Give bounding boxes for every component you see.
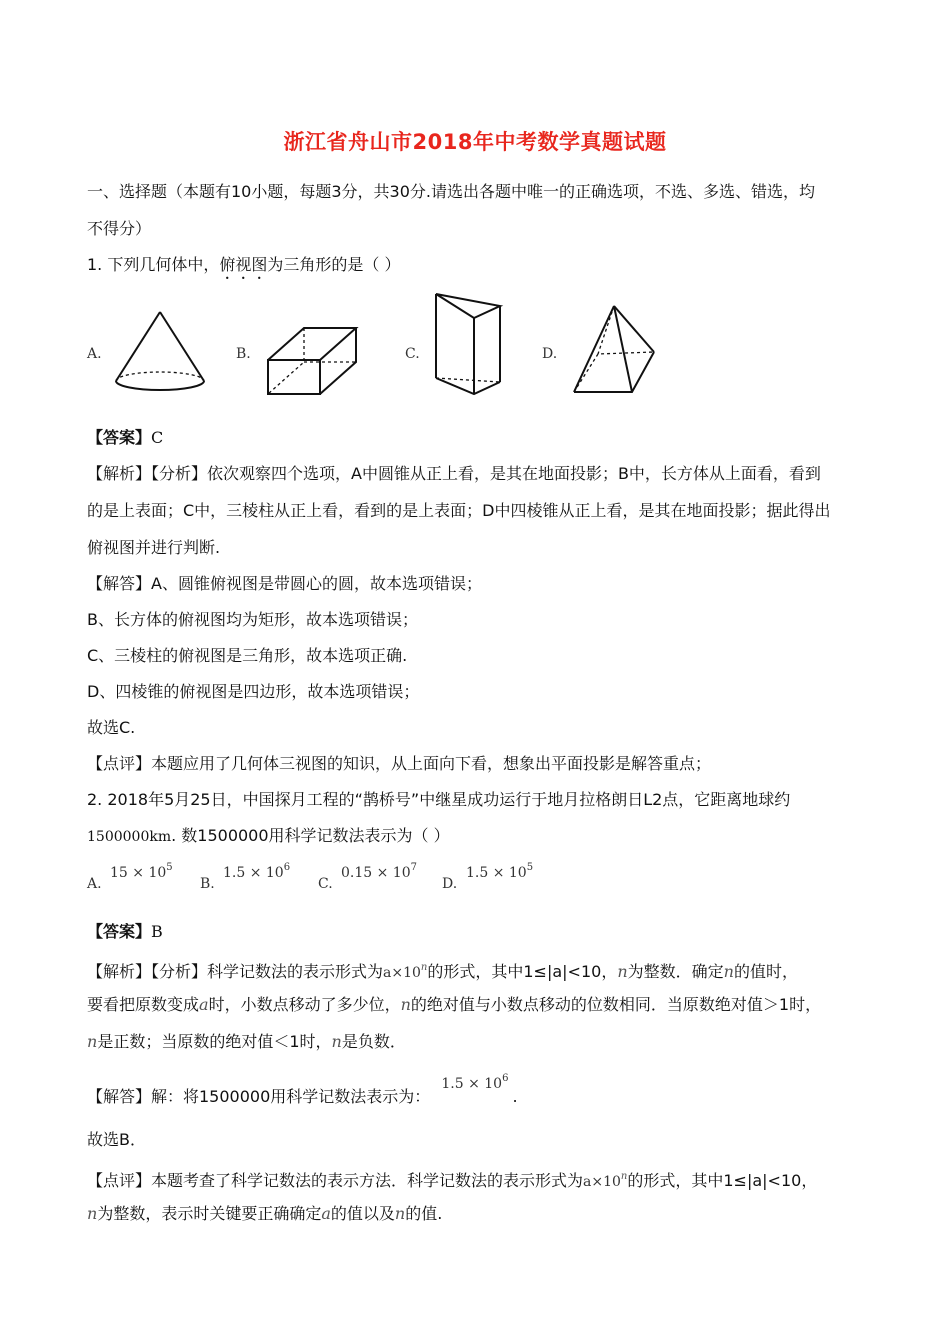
q2-stem-line1: 2. 2018年5月25日，中国探月工程的“鹊桥号”中继星成功运行于地月拉格朗日L2点，它距离地球约 [87,790,791,809]
q2-analysis-l2-e: 的绝对值与小数点移动的位数相同．当原数绝对值＞1时， [410,995,822,1014]
q2-analysis-l1-c: n [617,962,628,981]
q2-analysis-l2-c: 时，小数点移动了多少位， [208,995,401,1014]
q2-comment-l2-c: a [321,1204,331,1223]
q1-solution-line5: 故选C. [87,718,136,737]
q2-analysis-l1-formula-base: a×10 [383,965,421,981]
q2-solution-end: . [512,1087,518,1106]
q2-analysis-l1-d: 为整数．确定 [627,962,724,981]
q2-analysis-line2 [87,995,821,1015]
q1-analysis-line3: 俯视图并进行判断. [87,538,221,557]
q2-option-a-exp: 5 [166,862,173,873]
q2-comment-l1-formula-exp: n [620,1171,628,1182]
q2-conclusion: 故选B． [87,1130,146,1149]
q2-comment-l1-a: 【点评】本题考查了科学记数法的表示方法．科学记数法的表示形式为 [87,1171,584,1190]
q2-solution-exp: 6 [502,1073,509,1084]
q2-analysis-l1-f: 的值时， [733,962,798,981]
q1-comment: 【点评】本题应用了几何体三视图的知识，从上面向下看，想象出平面投影是解答重点； [87,754,712,773]
cuboid-figure [262,322,362,398]
q2-comment-l2-d: 的值以及 [330,1204,395,1223]
q1-analysis-line1: 【解析】【分析】依次观察四个选项，A中圆锥从正上看，是其在地面投影；B中，长方体从上面看，看到 [87,464,821,483]
q1-stem-part-a: 下列几何体中， [107,255,220,274]
q2-analysis-l3-d: 是负数． [341,1032,406,1051]
q1-option-c-label: C. [405,346,420,362]
section-heading-line2: 不得分） [87,219,152,238]
q2-option-d-mantissa: 1.5 × 10 [466,865,527,881]
q2-analysis-l3-c: n [331,1032,342,1051]
q2-option-d-value [466,862,533,881]
q2-option-b-label: B. [200,876,215,892]
q2-distance-value: 1500000km [87,829,172,845]
q2-analysis-l1-formula [383,962,428,981]
q1-solution-line4: D、四棱锥的俯视图是四边形，故本选项错误； [87,682,420,701]
q1-answer-value: C [151,428,164,447]
q1-solution-line3: C、三棱柱的俯视图是三角形，故本选项正确. [87,646,408,665]
q2-option-c-value [341,862,417,881]
triangular-prism-figure [430,290,506,398]
q1-analysis-line2: 的是上表面；C中，三棱柱从正上看，看到的是上表面；D中四棱锥从正上看，是其在地面投影；据此得出 [87,501,831,520]
q2-answer-value: B [151,922,163,941]
q2-option-b-value [223,862,290,881]
q2-answer-tag: 【答案】 [87,922,152,941]
q2-analysis-l2-a: 要看把原数变成 [87,995,200,1014]
q2-option-d-exp: 5 [526,862,534,873]
q2-analysis-l2-b: a [199,995,209,1014]
q2-comment-l1-formula [583,1171,628,1190]
q1-stem [87,255,400,283]
q1-solution-line2: B、长方体的俯视图均为矩形，故本选项错误； [87,610,418,629]
q2-analysis-l1-a: 【解析】【分析】科学记数法的表示形式为 [87,962,384,981]
q2-stem-line2-rest: . 数1500000用科学记数法表示为（ ） [171,826,450,845]
q2-analysis-l1-formula-exp: n [420,962,428,973]
q2-analysis-l1-e: n [723,962,734,981]
q2-solution-formula [441,1073,509,1092]
q2-option-b-exp: 6 [283,862,291,873]
q2-analysis-l3-a: n [87,1032,98,1051]
q2-option-c-exp: 7 [410,862,417,873]
q1-answer [87,428,163,448]
q2-option-c-mantissa: 0.15 × 10 [341,865,411,881]
q2-comment-l2-f: 的值. [405,1204,443,1223]
q2-analysis-l1-b: 的形式，其中1≤|a|<10， [427,962,618,981]
q2-option-c-label: C. [318,876,333,892]
q2-solution-text: 【解答】解：将1500000用科学记数法表示为： [87,1087,431,1106]
q2-comment-line2 [87,1204,442,1224]
q2-comment-l1-b: 的形式，其中1≤|a|<10， [627,1171,818,1190]
q2-comment-l2-a: n [87,1204,98,1223]
q1-option-a-label: A. [87,346,102,362]
q2-answer [87,922,163,942]
cone-figure [110,306,210,398]
q1-number: 1. [87,255,103,274]
q2-option-a-mantissa: 15 × 10 [110,865,167,881]
q2-comment-l2-b: 为整数，表示时关键要正确确定 [97,1204,322,1223]
section-heading-line1: 一、选择题（本题有10小题，每题3分，共30分.请选出各题中唯一的正确选项，不选、多选、错选，均 [87,182,815,201]
q2-solution [87,1073,518,1108]
page-title: 浙江省舟山市2018年中考数学真题试题 [283,130,667,154]
q2-analysis-line3 [87,1032,406,1052]
q2-option-b-mantissa: 1.5 × 10 [223,865,284,881]
q1-answer-tag: 【答案】 [87,428,152,447]
q2-option-a-value [110,862,173,881]
q2-option-d-label: D. [442,876,458,892]
q2-solution-mantissa: 1.5 × 10 [441,1076,503,1092]
q2-comment-line1 [87,1167,817,1192]
square-pyramid-figure [568,302,660,398]
q2-option-a-label: A. [87,876,102,892]
q2-stem-line2 [87,826,450,847]
q2-analysis-l2-d: n [400,995,411,1014]
q1-option-d-label: D. [542,346,558,362]
q2-analysis-line1 [87,958,798,983]
q1-stem-part-b: 为三角形的是（ ） [267,255,401,274]
q1-stem-emphasis: 俯视图 [219,255,268,274]
q1-solution-line1: 【解答】A、圆锥俯视图是带圆心的圆，故本选项错误； [87,574,482,593]
q2-analysis-l3-b: 是正数；当原数的绝对值＜1时， [97,1032,332,1051]
q2-comment-l2-e: n [394,1204,406,1223]
q2-comment-l1-formula-base: a×10 [583,1174,621,1190]
q1-option-b-label: B. [236,346,251,362]
